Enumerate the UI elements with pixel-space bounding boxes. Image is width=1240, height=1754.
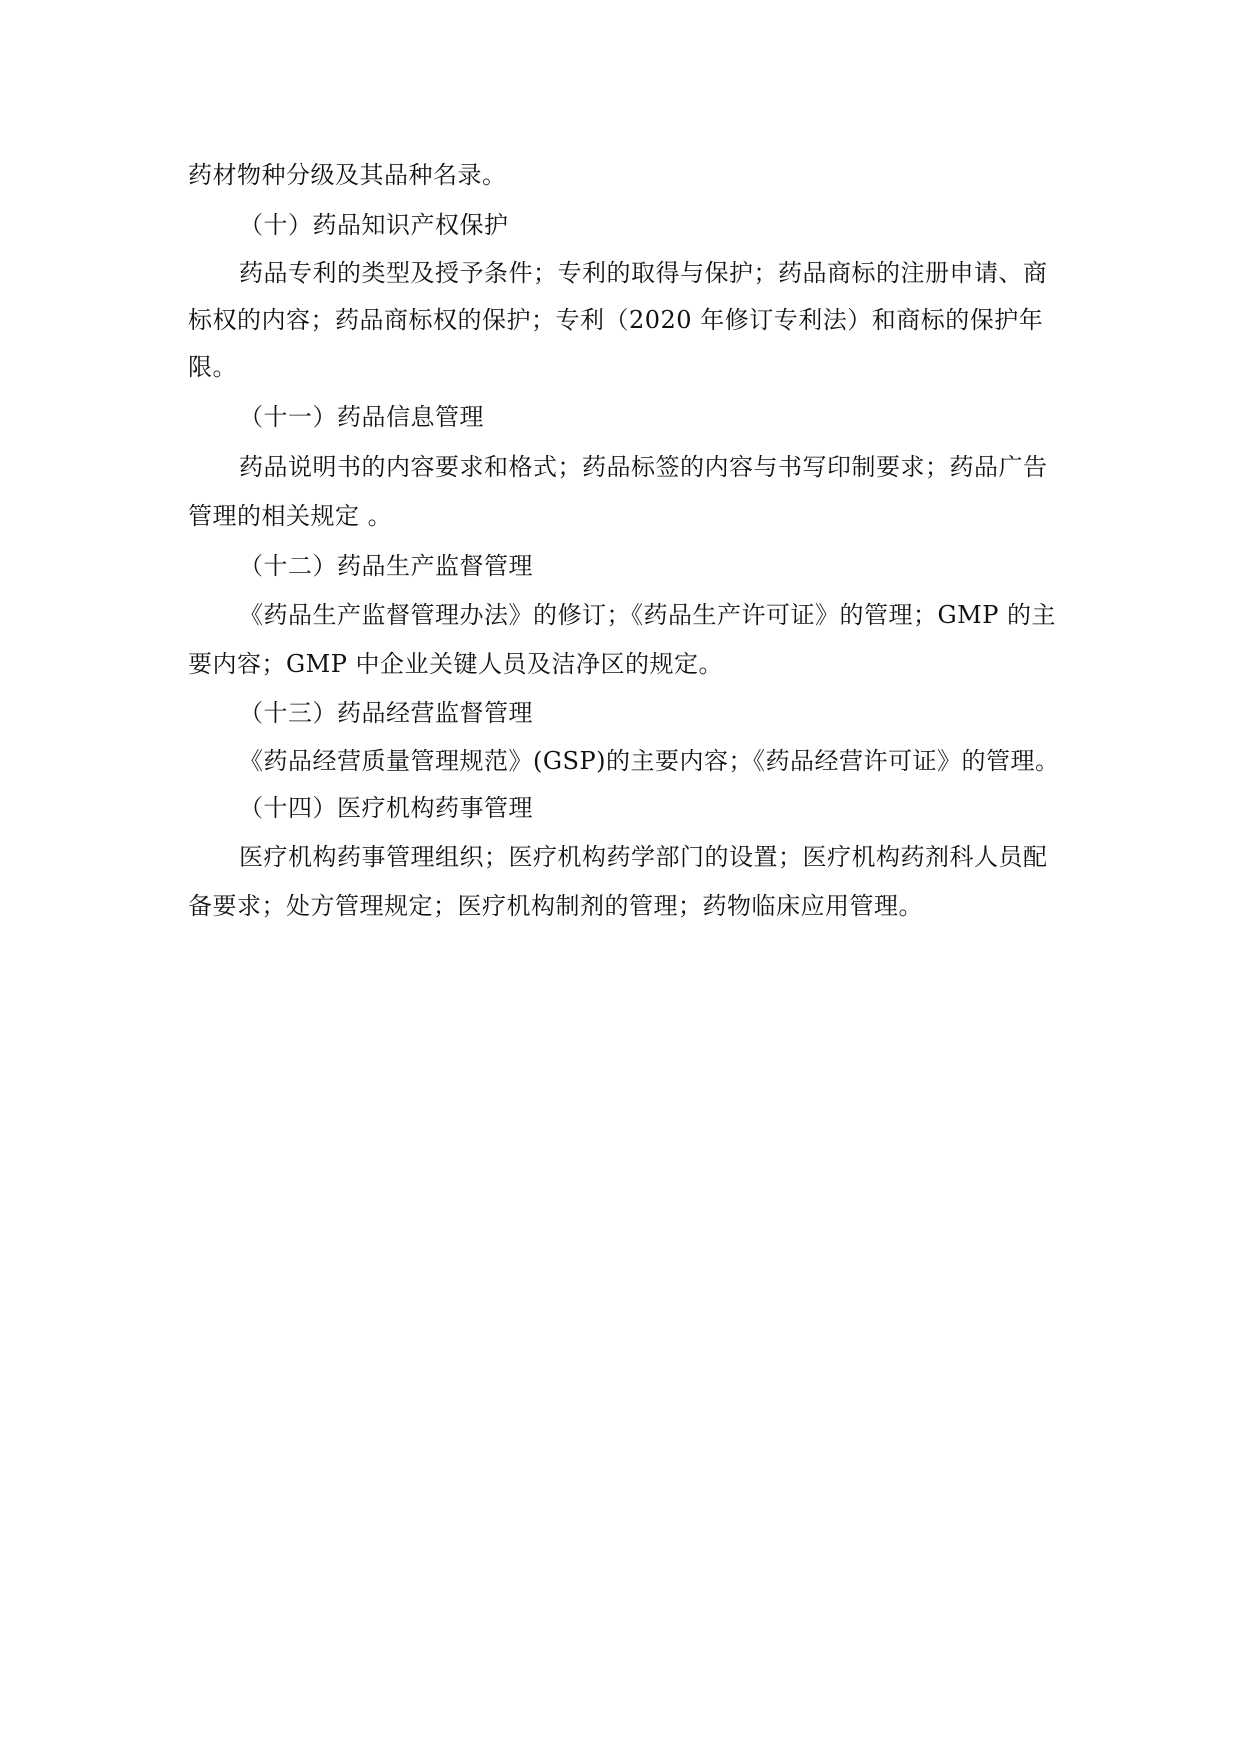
text-line: 《药品生产监督管理办法》的修订；《药品生产许可证》的管理；GMP 的主 [239,601,1057,629]
text-line: 药材物种分级及其品种名录。 [188,161,507,189]
text-line: 标权的内容；药品商标权的保护；专利（2020 年修订专利法）和商标的保护年 [188,306,1044,334]
section-heading-10: （十）药品知识产权保护 [239,211,509,239]
text-line: 药品专利的类型及授予条件；专利的取得与保护；药品商标的注册申请、商 [239,259,1048,287]
text-line: 要内容；GMP 中企业关键人员及洁净区的规定。 [188,650,724,678]
section-heading-11: （十一）药品信息管理 [239,403,484,431]
section-heading-12: （十二）药品生产监督管理 [239,552,533,580]
text-line: 限。 [188,353,237,381]
section-heading-14: （十四）医疗机构药事管理 [239,794,533,822]
text-line: 医疗机构药事管理组织；医疗机构药学部门的设置；医疗机构药剂科人员配 [239,843,1048,871]
section-heading-13: （十三）药品经营监督管理 [239,699,533,727]
text-line: 《药品经营质量管理规范》(GSP)的主要内容；《药品经营许可证》的管理。 [239,747,1060,775]
text-line: 管理的相关规定 。 [188,502,393,530]
text-line: 备要求；处方管理规定；医疗机构制剂的管理；药物临床应用管理。 [188,892,923,920]
text-line: 药品说明书的内容要求和格式；药品标签的内容与书写印制要求；药品广告 [239,453,1048,481]
